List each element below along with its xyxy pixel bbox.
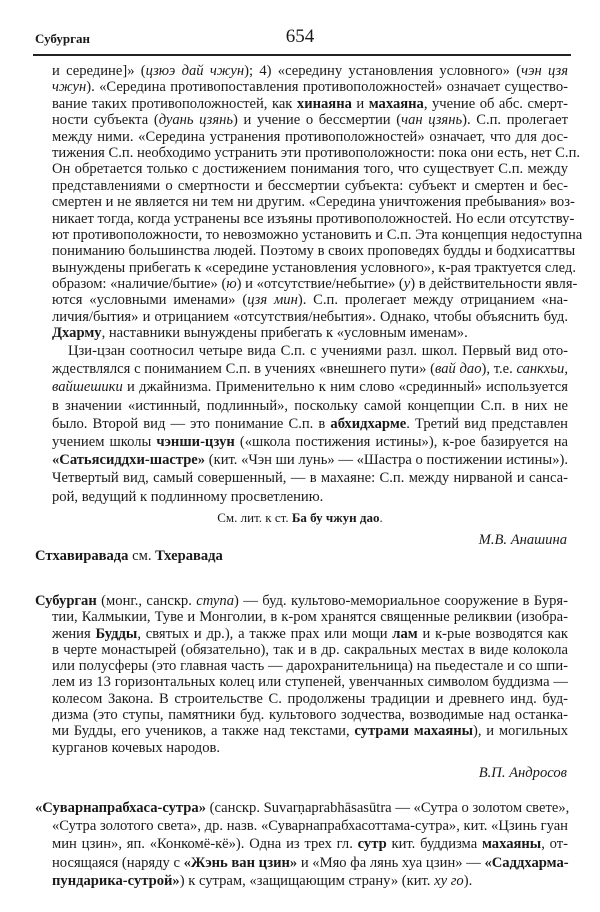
text-run: между ними. «Середина устранения противоположностей» означает, что для дос- — [52, 128, 568, 145]
term-link[interactable]: Тхеравада — [155, 548, 223, 564]
term-link[interactable]: Дхарму — [52, 325, 102, 342]
italic-term: у — [403, 276, 411, 293]
text-run: носящаяся (наряду с — [52, 854, 184, 871]
text-run: ), т.е. — [481, 361, 517, 378]
text-line — [52, 292, 568, 308]
text-run: и джайнизма. Применительно к ним слово «срединный» используется — [122, 379, 568, 396]
text-line — [52, 63, 568, 79]
text-run: жения — [52, 625, 96, 642]
text-run: . Третий вид представлен — [406, 415, 568, 432]
text-run: смертен и не является ни тем ни другим. «Середина уничтожения пребывания» воз- — [52, 194, 575, 211]
text-run: Цзи-цзан соотносил четыре вида С.п. с учениями разл. школ. Первый вид ото- — [68, 343, 568, 359]
term-link[interactable]: абхидхарме — [330, 415, 407, 432]
see-also-reference — [0, 510, 600, 526]
text-run: вынуждены прибегать к «середине установления условного», к-рая трактуется след. — [52, 259, 576, 276]
text-run: , учение об абс. смерт- — [423, 95, 568, 112]
text-run: было. Второй вид — это понимание С.п. в — [52, 415, 331, 432]
text-run: , наставники вынуждены прибегать к «условным именам». — [101, 325, 468, 342]
text-line — [35, 548, 568, 565]
text-run: кит. буддизма — [386, 836, 482, 853]
text-line — [52, 609, 568, 625]
text-line — [52, 309, 568, 325]
term-link[interactable]: лам — [392, 625, 418, 642]
page-number: 654 — [285, 26, 315, 47]
text-run: мин цзин», яп. «Конкомё-кё»). Одна из трех гл. — [52, 836, 358, 853]
text-line — [52, 642, 568, 658]
text-run: ) и «отсутствие/небытие» ( — [236, 276, 404, 293]
text-line — [52, 112, 568, 128]
text-line — [52, 397, 568, 415]
text-run: представлениями о смертности и бессмертии субъекта: субъект и смертен и бес- — [52, 177, 568, 194]
text-line — [52, 226, 583, 243]
text-run: образом: «наличие/бытие» ( — [52, 276, 227, 293]
term-link[interactable]: Будды — [95, 625, 138, 642]
text-run: рой, ведущий к подлинному просветлению. — [52, 488, 324, 505]
text-line — [52, 433, 568, 451]
text-run: (санскр. Suvarṇaprabhāsasūtra — «Сутра о золотом свете», — [206, 800, 570, 816]
term-link[interactable]: «Суварнапрабхаса-сутра» — [35, 800, 206, 816]
text-line — [52, 817, 568, 835]
text-line — [52, 161, 568, 177]
text-line — [52, 96, 568, 112]
text-line — [35, 799, 568, 817]
text-run: ). — [463, 872, 473, 889]
text-line — [52, 259, 576, 276]
text-run: , святых и др.), а также прах или мощи — [137, 625, 393, 642]
term-link[interactable]: «Жэнь ван цзин» — [183, 854, 298, 871]
text-line — [52, 415, 568, 433]
italic-term: ступа — [196, 593, 234, 609]
author-signature: В.П. Андросов — [478, 765, 567, 781]
text-run: и «Мяо фа лянь хуа цзин» — — [297, 854, 485, 871]
text-line — [52, 872, 568, 890]
text-run: и середине]» ( — [52, 63, 146, 79]
entry-suburgan — [35, 593, 568, 756]
italic-term: ху го — [434, 872, 464, 889]
text-run: никает тогда, когда устранены все изъяны противоположностей. Но если отсутству- — [52, 210, 575, 227]
text-line — [52, 129, 568, 145]
text-run: или полусферы (это главная часть — дарохранительница) на пьедестале и со шпи- — [52, 658, 568, 675]
text-run: ) в действительности явля- — [410, 276, 578, 293]
italic-term: чэн цзя — [521, 63, 568, 79]
text-run: и к-рые возводятся как — [417, 625, 568, 642]
italic-term: вай дао — [434, 361, 482, 378]
text-line — [52, 835, 568, 853]
text-line — [52, 740, 568, 756]
text-run: учением школы — [52, 433, 157, 450]
header-rule — [33, 54, 571, 56]
term-link[interactable]: махаяна — [368, 95, 424, 112]
text-run: ). С.п. пролегает между отрицанием «на- — [297, 292, 568, 309]
text-run: ют противоположности, то невозможно установить и С.п. Эта концепция недоступна — [52, 226, 583, 243]
text-line — [52, 378, 568, 396]
cross-reference — [35, 548, 568, 565]
term-link[interactable]: Субурган — [35, 593, 97, 609]
text-run: в значении «истинный, подлинный», поскольку самой концепции С.п. в них не — [52, 397, 568, 414]
see-also-prefix: См. лит. к ст. — [217, 510, 292, 525]
text-run: (кит. «Чэн ши лунь» — «Шастра о постижении истины»). — [205, 452, 568, 469]
italic-term: чжун — [52, 79, 87, 96]
text-run: ждествлялся с пониманием С.п. в учениях «внешнего пути» ( — [52, 361, 435, 378]
see-also-suffix: . — [379, 510, 383, 525]
italic-term: цзя мин — [247, 292, 298, 309]
text-run: ). С.п. пролегает — [462, 112, 569, 129]
text-run: («школа постижения истины»), к-рое базируется на — [234, 433, 568, 450]
text-line — [52, 469, 568, 487]
text-run: ) — буд. культово-мемориальное сооружение в Буря- — [234, 593, 568, 609]
text-run: ) к сутрам, «защищающим страну» (кит. — [179, 872, 435, 889]
text-run: ), и могильных — [473, 723, 569, 740]
term-link[interactable]: «Сатьясиддхи-шастре» — [52, 452, 206, 469]
text-line — [35, 593, 568, 609]
text-run: ми Будды, его учеников, а также над текстами, — [52, 723, 355, 740]
text-line — [52, 210, 575, 227]
text-run: колесом Закона. В строительстве С. продолжены традиции и древнего инд. буд- — [52, 690, 568, 707]
italic-term: дуань цзянь — [158, 112, 234, 129]
text-run: пониманию большинства людей. Поэтому в своих проповедях будды и бодхисаттвы — [52, 243, 576, 260]
text-line — [52, 451, 568, 469]
see-also-link[interactable]: Ба бу чжун дао — [291, 510, 380, 525]
italic-term: цзюэ дай чжун — [145, 63, 245, 79]
text-line — [52, 243, 576, 260]
text-run: личия/бытия» и отрицанием «отсутствия/небытия». Однако, чтобы объяснить буд. — [52, 308, 568, 325]
term-link[interactable]: махаяны — [481, 836, 542, 853]
entry-suvarnaprabhasa — [35, 799, 568, 890]
text-line — [52, 360, 568, 378]
text-run: вание таких противоположностей, как — [52, 95, 297, 112]
text-run: тии, Калмыкии, Туве и Монголии, в к-ром хранятся священные реликвии (изобра- — [52, 609, 568, 626]
text-line — [52, 178, 568, 194]
para-middle-path-2 — [52, 342, 568, 506]
text-run: (монг., санскр. — [96, 593, 197, 609]
text-line — [52, 854, 568, 872]
term-link[interactable]: Стхавиравада — [35, 548, 129, 564]
text-line — [52, 707, 568, 723]
text-line — [52, 325, 568, 341]
text-run: тижения С.п. необходимо устранить эти противоположности: пока они есть, нет С.п. — [52, 144, 581, 161]
text-line — [52, 342, 568, 360]
italic-term: санкхьи, — [516, 361, 568, 378]
text-run: ) и учение о бессмертии ( — [233, 112, 402, 129]
text-line — [52, 488, 568, 506]
text-line — [52, 674, 568, 690]
text-line — [52, 723, 568, 739]
text-line — [52, 626, 568, 642]
text-run: ); 4) «середину установления условного» ( — [244, 63, 522, 79]
author-signature: М.В. Анашина — [478, 532, 567, 548]
para-middle-path-1 — [52, 63, 583, 342]
text-run: Он обретается только с достижением понимания того, что существует С.п. между — [52, 161, 568, 178]
text-run: ). «Середина противопоставления противоположностей» означает существо- — [86, 79, 568, 96]
text-run: ются «условными именами» ( — [52, 292, 248, 309]
text-line — [52, 79, 568, 95]
text-run: лем из 13 горизонтальных колец или ступеней, увенчанных символом буддизма — — [52, 674, 568, 691]
term-link[interactable]: чэнши-цзун — [156, 433, 235, 450]
italic-term: вайшешики — [52, 379, 123, 396]
text-line — [52, 194, 575, 211]
running-title: Субурган — [35, 31, 91, 46]
term-link[interactable]: хинаяна — [296, 95, 352, 112]
text-run: и — [351, 95, 369, 112]
text-run: ности субъекта ( — [52, 112, 159, 129]
text-run: дизма (это ступы, памятники буд. культового зодчества, возводимые над останка- — [52, 707, 568, 724]
text-run: в черте монастырей (обязательно), так и в др. сакральных местах в виде колокола — [52, 641, 568, 658]
text-line — [52, 658, 568, 674]
text-run: Четвертый вид, самый совершенный, — в махаяне: С.п. между нирваной и санса- — [52, 470, 568, 487]
text-run: , от- — [541, 836, 568, 853]
term-link[interactable]: «Саддхарма- — [484, 854, 569, 871]
italic-term: чан цзянь — [401, 112, 463, 129]
text-run: курганов кочевых народов. — [52, 739, 221, 756]
text-line — [52, 691, 568, 707]
text-run: «Сутра золотого света», др. назв. «Суварнапрабхасоттама-сутра», кит. «Цзинь гуан — [52, 818, 568, 835]
text-line — [52, 276, 578, 293]
text-line — [52, 144, 581, 161]
text-run: см. — [128, 548, 156, 564]
term-link[interactable]: сутрами махаяны — [354, 723, 474, 740]
term-link[interactable]: сутр — [357, 836, 387, 853]
term-link[interactable]: пундарика-сутрой» — [52, 872, 180, 889]
italic-term: ю — [226, 276, 237, 293]
